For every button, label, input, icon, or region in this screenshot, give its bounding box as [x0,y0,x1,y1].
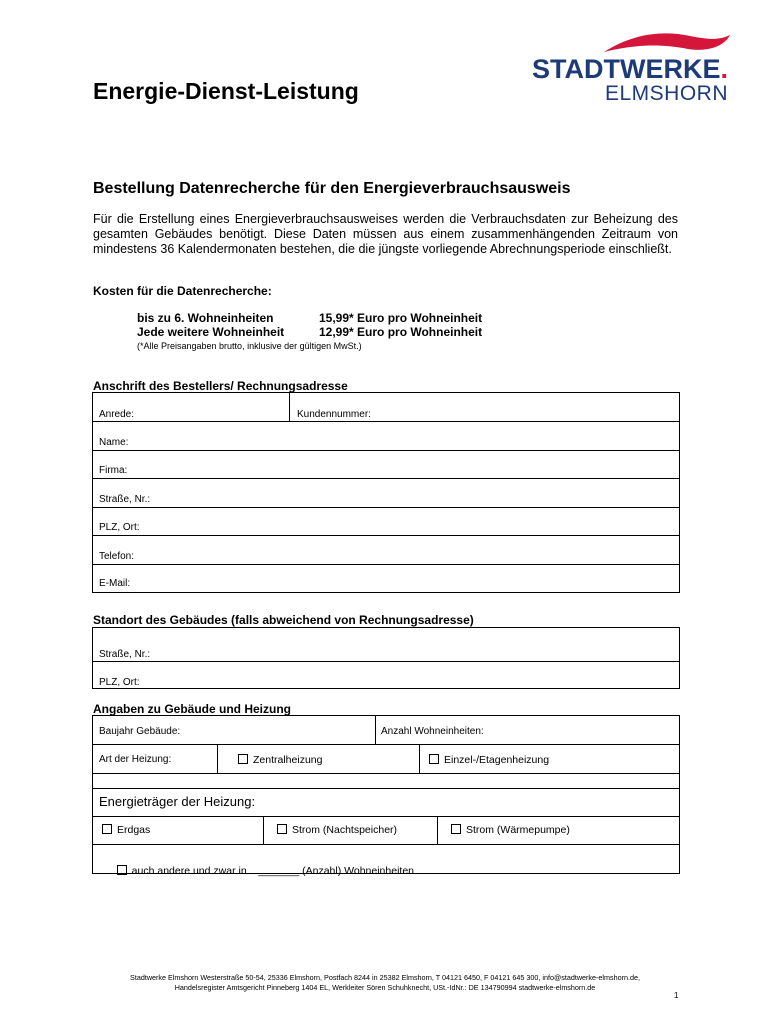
divider [289,393,290,421]
checkbox-icon [277,824,287,834]
name-field[interactable]: Name: [99,437,129,448]
divider [375,716,376,744]
divider [263,816,264,844]
intro-paragraph: Für die Erstellung eines Energieverbrauchsausweises werden die Verbrauchsdaten zur Beheizung des gesamten Gebäudes benötigt. Diese Daten müssen aus einem zusammenhängenden Zeitraum von mindestens 36 Kalendermonaten bestehen, die die jüngste vorliegende Abrechnungsperiode einschließt. [93,212,678,256]
divider [93,535,679,536]
checkbox-icon [429,754,439,764]
storage-heater-checkbox[interactable]: Strom (Nachtspeicher) [277,824,397,836]
checkbox-icon [102,824,112,834]
stadtwerke-logo [520,20,740,110]
logo-wordmark: STADTWERKE. [531,54,728,84]
zip-city-field[interactable]: PLZ, Ort: [99,522,140,533]
site-zip-city-field[interactable]: PLZ, Ort: [99,677,140,688]
other-units-checkbox[interactable]: auch andere und zwar in _______ (Anzahl) Wohneinheiten [105,853,414,889]
site-street-field[interactable]: Straße, Nr.: [99,649,151,660]
heating-type-label: Art der Heizung: [99,754,172,765]
year-built-field[interactable]: Baujahr Gebäude: [99,726,181,737]
street-field[interactable]: Straße, Nr.: [99,494,151,505]
site-address-form [92,627,680,689]
section-heading: Bestellung Datenrecherche für den Energieverbrauchsausweis [93,180,571,197]
divider [93,844,679,845]
checkbox-icon [117,865,127,875]
divider [217,744,218,773]
divider [93,450,679,451]
salutation-field[interactable]: Anrede: [99,409,135,420]
price-value: 15,99* Euro pro Wohneinheit [319,311,483,325]
costs-heading: Kosten für die Datenrecherche: [93,284,272,298]
divider [93,661,679,662]
divider [93,421,679,422]
gas-checkbox[interactable]: Erdgas [102,824,150,836]
divider [93,744,679,745]
checkbox-icon [451,824,461,834]
divider [93,773,679,774]
company-field[interactable]: Firma: [99,465,128,476]
logo-city: ELMSHORN [604,82,728,105]
document-title: Energie-Dienst-Leistung [93,78,359,104]
page-number: 1 [674,991,679,1000]
price-value: 12,99* Euro pro Wohneinheit [319,325,483,339]
divider [437,816,438,844]
divider [93,788,679,789]
price-label: Jede weitere Wohneinheit [137,325,285,339]
billing-address-form [92,392,680,593]
phone-field[interactable]: Telefon: [99,551,135,562]
divider [419,744,420,773]
building-section-title: Angaben zu Gebäude und Heizung [93,702,291,716]
divider [93,564,679,565]
site-section-title: Standort des Gebäudes (falls abweichend von Rechnungsadresse) [93,613,474,627]
floor-heating-checkbox[interactable]: Einzel-/Etagenheizung [429,754,549,766]
central-heating-checkbox[interactable]: Zentralheizung [238,754,322,766]
energy-source-label: Energieträger der Heizung: [99,794,256,809]
units-field[interactable]: Anzahl Wohneinheiten: [381,726,484,737]
footer-line: Stadtwerke Elmshorn Westerstraße 50-54, 25336 Elmshorn, Postfach 8244 in 25382 Elmshorn, T 04121 6450, F 04121 645 300, info@stadtwerke-elmshorn.de, [130,973,640,982]
price-label: bis zu 6. Wohneinheiten [137,311,274,325]
heat-pump-checkbox[interactable]: Strom (Wärmepumpe) [451,824,570,836]
divider [93,507,679,508]
divider [93,816,679,817]
billing-section-title: Anschrift des Bestellers/ Rechnungsadresse [93,379,348,393]
email-field[interactable]: E-Mail: [99,578,131,589]
divider [93,478,679,479]
price-note: (*Alle Preisangaben brutto, inklusive der gültigen MwSt.) [137,341,362,351]
checkbox-icon [238,754,248,764]
footer [60,973,710,993]
footer-line: Handelsregister Amtsgericht Pinneberg 1404 EL, Werkleiter Sören Schuhknecht, USt.-IdNr.: DE 134790994 stadtwerke-elmshorn.de [174,983,596,992]
customer-number-field[interactable]: Kundennummer: [297,409,371,420]
